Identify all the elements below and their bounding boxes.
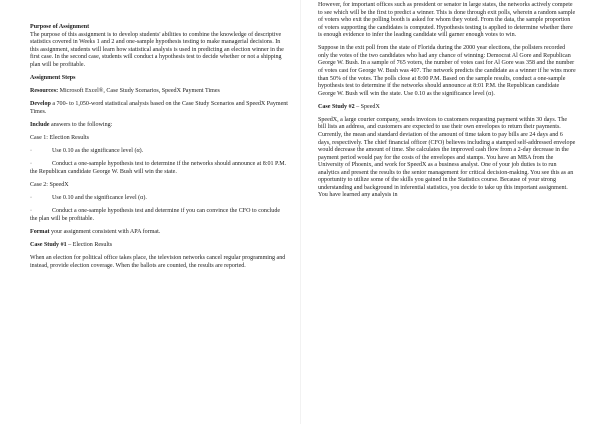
case1-bullet-1-text: Use 0.10 as the significance level (α). [52, 148, 144, 155]
include-paragraph [30, 122, 288, 130]
case2-title: Case 2: SpeedX [30, 181, 69, 188]
steps-heading: Assignment Steps [30, 74, 76, 81]
resources-paragraph [30, 88, 288, 96]
format-paragraph [30, 229, 288, 237]
column-divider [300, 0, 301, 424]
bullet-glyph: · [30, 195, 33, 202]
format-label: Format [30, 228, 50, 235]
speedx-paragraph: SpeedX, a large courier company, sends invoices to customers requesting payment within 30 days. The bill lists an address, and customers are expected to use their own envelopes to return their payments. Currently, the mean and standard deviation of the amount of time taken to pay bills are 24 days and 6 days, respectively. The chief financial officer (CFO) believes including a stamped self-addressed envelope would decrease the amount of time. She calculates the improved cash flow from a 2-day decrease in the payment period would pay for the costs of the envelopes and stamps. You have an MBA from the University of Phoenix, and work for SpeedX as a business analyst. One of your job duties is to run analytics and present the results to the senior management for critical decision-making. You see this as an opportunity to utilize some of the skills you gained in the Statistics course. Because of your strong understanding and background in inferential statistics, you decide to take up this important assignment. You have learned any analysis in [318, 116, 576, 199]
develop-paragraph [30, 101, 288, 116]
bullet-glyph: · [30, 208, 33, 215]
case-study-2-heading [318, 104, 576, 112]
resources-label: Resources: [30, 88, 59, 95]
case2-bullet-1-text: Use 0.10 and the significance level (α). [52, 195, 147, 202]
include-label: Include [30, 121, 50, 128]
case-study-1-label: Case Study #1 [30, 242, 67, 249]
case1-title: Case 1: Election Results [30, 134, 89, 141]
case-study-1-paragraph: When an election for political office takes place, the television networks cancel regular programming and instead, provide election coverage. When the ballots are counted, the results are reported. [30, 255, 286, 269]
case-study-2-subtitle: – SpeedX [354, 103, 380, 110]
purpose-paragraph: The purpose of this assignment is to develop students' abilities to combine the knowledge of descriptive statistics covered in Weeks 1 and 2 and one-sample hypothesis testing to make managerial decisions. In this assignment, students will learn how statistical analysis is used in predicting an election winner in the first case. In the second case, students will conduct a hypothesis test to decide whether or not a shipping plan will be profitable. [30, 31, 284, 68]
case1-bullet-2 [30, 161, 288, 176]
bullet-glyph: · [30, 148, 33, 155]
format-text: your assignment consistent with APA format. [49, 228, 161, 235]
resources-text: Microsoft Excel®, Case Study Scenarios, SpeedX Payment Times [58, 88, 220, 95]
right-column [318, 0, 576, 424]
case1-bullet-2-text: Conduct a one-sample hypothesis test to determine if the networks should announce at 8:01 P.M. the Republican candidate George W. Bush will win the state. [30, 161, 287, 175]
case2-bullet-2 [30, 208, 288, 223]
case2-bullet-2-text: Conduct a one-sample hypothesis test and determine if you can convince the CFO to conclude the plan will be profitable. [30, 208, 281, 222]
include-text: answers to the following: [49, 121, 113, 128]
develop-text: a 700- to 1,050-word statistical analysis based on the Case Study Scenarios and SpeedX Payment Times. [30, 101, 288, 115]
case1-bullet-1 [30, 148, 288, 156]
case-study-1-subtitle: – Election Results [66, 242, 113, 249]
case-study-2-label: Case Study #2 [318, 103, 355, 110]
election-paragraph-2: Suppose in the exit poll from the state of Florida during the 2000 year elections, the pollsters recorded only the votes of the two candidates who had any chance of winning: Democrat Al Gore and Republican George W. Bush. In a sample of 765 voters, the number of votes cast for Al Gore was 358 and the number of votes cast for George W. Bush was 407. The network predicts the candidate as a winner if he wins more than 50% of the votes. The polls close at 8:00 P.M. Based on the sample results, conduct a one-sample hypothesis test to determine if the networks should announce at 8:01 P.M. the Republican candidate George W. Bush will win the state. Use 0.10 as the significance level (α). [318, 45, 576, 97]
left-column [30, 0, 288, 424]
case-study-1-heading [30, 242, 288, 250]
purpose-heading: Purpose of Assignment [30, 24, 90, 30]
election-paragraph-1: However, for important offices such as president or senator in large states, the networks actively compete to see which will be the first to predict a winner. This is done through exit polls, wherein a random sample of voters who exit the polling booth is asked for whom they voted. From the data, the sample proportion of voters supporting the candidates is computed. Hypothesis testing is applied to determine whether there is enough evidence to infer the leading candidate will garner enough votes to win. [318, 2, 576, 39]
bullet-glyph: · [30, 161, 33, 168]
case2-bullet-1 [30, 195, 288, 203]
develop-label: Develop [30, 101, 51, 108]
